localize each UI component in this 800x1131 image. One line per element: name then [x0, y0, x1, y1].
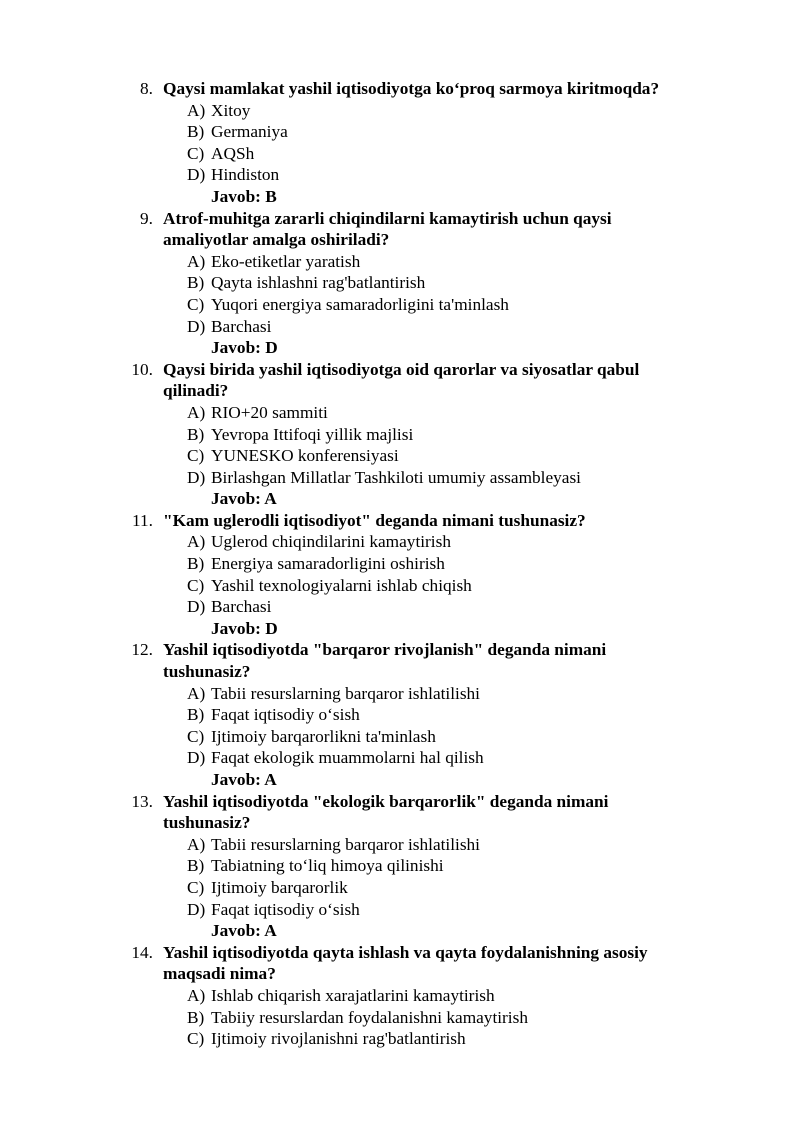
answer-option: [0, 985, 800, 1007]
question-text: maqsadi nima?: [163, 964, 276, 984]
answer-option: [0, 596, 800, 618]
option-letter: C): [187, 1029, 205, 1049]
answer-option: [0, 143, 800, 165]
answer-key: [0, 618, 800, 640]
answer-key: [0, 337, 800, 359]
answer-option: [0, 704, 800, 726]
option-text: Faqat ekologik muammolarni hal qilish: [211, 748, 484, 768]
question-line: [0, 359, 800, 381]
answer-key: [0, 488, 800, 510]
option-text: Tabii resurslarning barqaror ishlatilishi: [211, 834, 480, 854]
option-letter: D): [187, 165, 206, 185]
question-line: [0, 942, 800, 964]
option-letter: C): [187, 294, 205, 314]
answer-key-text: Javob: A: [211, 489, 277, 509]
answer-option: [0, 726, 800, 748]
answer-option: [0, 424, 800, 446]
option-letter: A): [187, 100, 206, 120]
option-letter: A): [187, 402, 206, 422]
answer-option: [0, 100, 800, 122]
option-letter: B): [187, 273, 205, 293]
option-letter: C): [187, 877, 205, 897]
question-line: [0, 791, 800, 813]
option-letter: D): [187, 467, 206, 487]
option-letter: C): [187, 726, 205, 746]
answer-option: [0, 531, 800, 553]
question-line: [0, 208, 800, 230]
option-letter: C): [187, 446, 205, 466]
option-text: RIO+20 sammiti: [211, 402, 328, 422]
option-letter: A): [187, 985, 206, 1005]
option-letter: C): [187, 143, 205, 163]
option-letter: A): [187, 532, 206, 552]
option-text: Xitoy: [211, 100, 251, 120]
answer-option: [0, 834, 800, 856]
question-line: [0, 661, 800, 683]
question-text: "Kam uglerodli iqtisodiyot" deganda nimani tushunasiz?: [163, 510, 586, 530]
answer-option: [0, 121, 800, 143]
answer-key: [0, 920, 800, 942]
option-letter: D): [187, 597, 206, 617]
option-text: Germaniya: [211, 122, 288, 142]
question-text: Yashil iqtisodiyotda "ekologik barqarorlik" deganda nimani: [163, 791, 609, 811]
option-letter: D): [187, 316, 206, 336]
option-text: Faqat iqtisodiy o‘sish: [211, 705, 360, 725]
option-text: Hindiston: [211, 165, 280, 185]
question-text: Qaysi birida yashil iqtisodiyotga oid qarorlar va siyosatlar qabul: [163, 359, 640, 379]
option-text: Energiya samaradorligini oshirish: [211, 554, 445, 574]
option-text: YUNESKO konferensiyasi: [211, 446, 399, 466]
option-text: Qayta ishlashni rag'batlantirish: [211, 273, 426, 293]
answer-option: [0, 467, 800, 489]
option-text: Yashil texnologiyalarni ishlab chiqish: [211, 575, 472, 595]
option-letter: D): [187, 899, 206, 919]
answer-option: [0, 575, 800, 597]
option-text: Ishlab chiqarish xarajatlarini kamaytirish: [211, 985, 495, 1005]
option-letter: A): [187, 683, 206, 703]
question-item: [0, 208, 800, 359]
answer-option: [0, 294, 800, 316]
option-letter: D): [187, 748, 206, 768]
option-letter: A): [187, 834, 206, 854]
answer-option: [0, 899, 800, 921]
option-text: Birlashgan Millatlar Tashkiloti umumiy assambleyasi: [211, 467, 581, 487]
option-text: Eko-etiketlar yaratish: [211, 251, 361, 271]
option-text: Barchasi: [211, 316, 272, 336]
question-number: 9.: [140, 208, 153, 228]
question-item: [0, 359, 800, 510]
option-letter: B): [187, 554, 205, 574]
answer-option: [0, 272, 800, 294]
question-line: [0, 812, 800, 834]
question-text: Qaysi mamlakat yashil iqtisodiyotga ko‘proq sarmoya kiritmoqda?: [163, 79, 660, 98]
answer-key-text: Javob: D: [211, 618, 278, 638]
option-text: Tabiatning to‘liq himoya qilinishi: [211, 856, 444, 876]
question-text: tushunasiz?: [163, 813, 251, 833]
question-line: [0, 229, 800, 251]
option-text: Tabiiy resurslardan foydalanishni kamaytirish: [211, 1007, 528, 1027]
option-text: Yevropa Ittifoqi yillik majlisi: [211, 424, 414, 444]
question-number: 13.: [131, 791, 153, 811]
answer-key-text: Javob: A: [211, 921, 277, 941]
question-item: [0, 791, 800, 942]
option-letter: C): [187, 575, 205, 595]
answer-option: [0, 1028, 800, 1050]
question-item: [0, 942, 800, 1050]
question-text: Yashil iqtisodiyotda qayta ishlash va qayta foydalanishning asosiy: [163, 942, 648, 962]
question-number: 8.: [140, 79, 153, 98]
answer-key-text: Javob: A: [211, 770, 277, 789]
answer-option: [0, 553, 800, 575]
question-text: tushunasiz?: [163, 662, 251, 682]
option-text: Barchasi: [211, 597, 272, 617]
answer-key-text: Javob: B: [211, 186, 277, 206]
answer-option: [0, 683, 800, 705]
option-letter: A): [187, 251, 206, 271]
option-text: Ijtimoiy barqarorlik: [211, 877, 348, 897]
question-number: 12.: [131, 640, 153, 660]
answer-option: [0, 877, 800, 899]
question-number: 10.: [131, 359, 153, 379]
answer-option: [0, 1007, 800, 1029]
question-item: [0, 510, 800, 640]
answer-option: [0, 316, 800, 338]
answer-key-text: Javob: D: [211, 338, 278, 358]
option-text: Ijtimoiy barqarorlikni ta'minlash: [211, 726, 436, 746]
question-text: amaliyotlar amalga oshiriladi?: [163, 230, 390, 250]
option-letter: B): [187, 424, 205, 444]
question-number: 11.: [132, 510, 153, 530]
answer-key: [0, 769, 800, 791]
option-text: Tabii resurslarning barqaror ishlatilishi: [211, 683, 480, 703]
answer-option: [0, 164, 800, 186]
option-text: Faqat iqtisodiy o‘sish: [211, 899, 360, 919]
answer-option: [0, 855, 800, 877]
question-text: Yashil iqtisodiyotda "barqaror rivojlanish" deganda nimani: [163, 640, 607, 660]
option-text: Uglerod chiqindilarini kamaytirish: [211, 532, 451, 552]
answer-option: [0, 402, 800, 424]
question-line: [0, 963, 800, 985]
answer-option: [0, 445, 800, 467]
option-text: AQSh: [211, 143, 255, 163]
question-text: Atrof-muhitga zararli chiqindilarni kamaytirish uchun qaysi: [163, 208, 612, 228]
question-line: [0, 510, 800, 532]
question-line: [0, 78, 800, 100]
question-item: [0, 78, 800, 208]
question-line: [0, 639, 800, 661]
answer-option: [0, 251, 800, 273]
option-text: Yuqori energiya samaradorligini ta'minlash: [211, 294, 509, 314]
question-number: 14.: [131, 942, 153, 962]
question-line: [0, 380, 800, 402]
answer-key: [0, 186, 800, 208]
question-item: [0, 639, 800, 790]
option-text: Ijtimoiy rivojlanishni rag'batlantirish: [211, 1029, 466, 1049]
option-letter: B): [187, 705, 205, 725]
document-page: [0, 78, 800, 1050]
option-letter: B): [187, 856, 205, 876]
question-text: qilinadi?: [163, 381, 229, 401]
answer-option: [0, 747, 800, 769]
option-letter: B): [187, 1007, 205, 1027]
option-letter: B): [187, 122, 205, 142]
